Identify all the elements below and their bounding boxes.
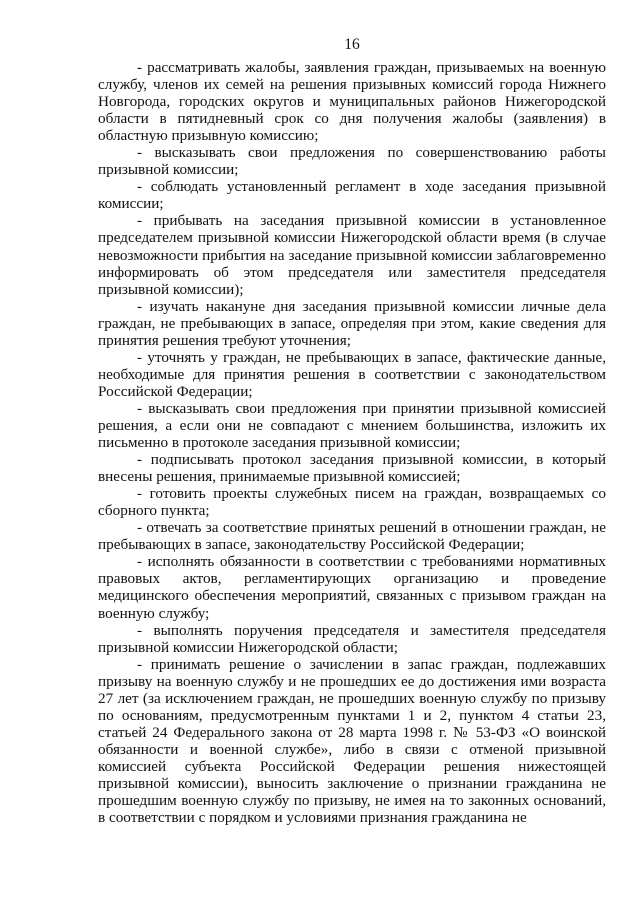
- paragraph: - соблюдать установленный регламент в ходе заседания призывной комиссии;: [98, 178, 606, 213]
- paragraph: - прибывать на заседания призывной комиссии в установленное председателем призывной комиссии Нижегородской области время (в случае невозможности прибытия на заседание призывной комиссии заблаговременно информировать об этом председателя или заместителя председателя призывной комиссии);: [98, 212, 606, 298]
- page-number: 16: [344, 36, 360, 53]
- paragraph: - отвечать за соответствие принятых решений в отношении граждан, не пребывающих в запасе, законодательству Российской Федерации;: [98, 519, 606, 554]
- paragraph: - рассматривать жалобы, заявления граждан, призываемых на военную службу, членов их семей на решения призывных комиссий города Нижнего Новгорода, городских округов и муниципальных районов Нижегородской области в пятидневный срок со дня получения жалобы (заявления) в областную призывную комиссию;: [98, 59, 606, 145]
- paragraph: - выполнять поручения председателя и заместителя председателя призывной комиссии Нижегородской области;: [98, 621, 606, 656]
- paragraph: - уточнять у граждан, не пребывающих в запасе, фактические данные, необходимые для принятия решения в соответствии с законодательством Российской Федерации;: [98, 348, 606, 400]
- document-body: [98, 59, 606, 826]
- paragraph: - принимать решение о зачислении в запас граждан, подлежавших призыву на военную службу и не прошедших ее до достижения ими возраста 27 лет (за исключением граждан, не прошедших военную службу по призыву по основаниям, предусмотренным пунктами 1 и 2, пунктом 4 статьи 23, статьей 24 Федерального закона от 28 марта 1998 г. № 53-ФЗ «О воинской обязанности и военной службе», либо в связи с отменой призывной комиссией субъекта Российской Федерации решения нижестоящей призывной комиссии), выносить заключение о признании гражданина не прошедшим военную службу по призыву, не имея на то законных оснований, в соответствии с порядком и условиями признания гражданина не: [98, 655, 606, 827]
- paragraph: - высказывать свои предложения по совершенствованию работы призывной комиссии;: [98, 144, 606, 179]
- paragraph: - высказывать свои предложения при принятии призывной комиссией решения, а если они не совпадают с мнением большинства, изложить их письменно в протоколе заседания призывной комиссии;: [98, 399, 606, 452]
- paragraph: - изучать накануне дня заседания призывной комиссии личные дела граждан, не пребывающих в запасе, определяя при этом, какие сведения для принятия решения требуют уточнения;: [98, 297, 606, 349]
- paragraph: - подписывать протокол заседания призывной комиссии, в который внесены решения, принимаемые призывной комиссией;: [98, 451, 606, 486]
- paragraph: - исполнять обязанности в соответствии с требованиями нормативных правовых актов, регламентирующих организацию и проведение медицинского обеспечения мероприятий, связанных с призывом граждан на военную службу;: [98, 553, 606, 622]
- paragraph: - готовить проекты служебных писем на граждан, возвращаемых со сборного пункта;: [98, 485, 606, 520]
